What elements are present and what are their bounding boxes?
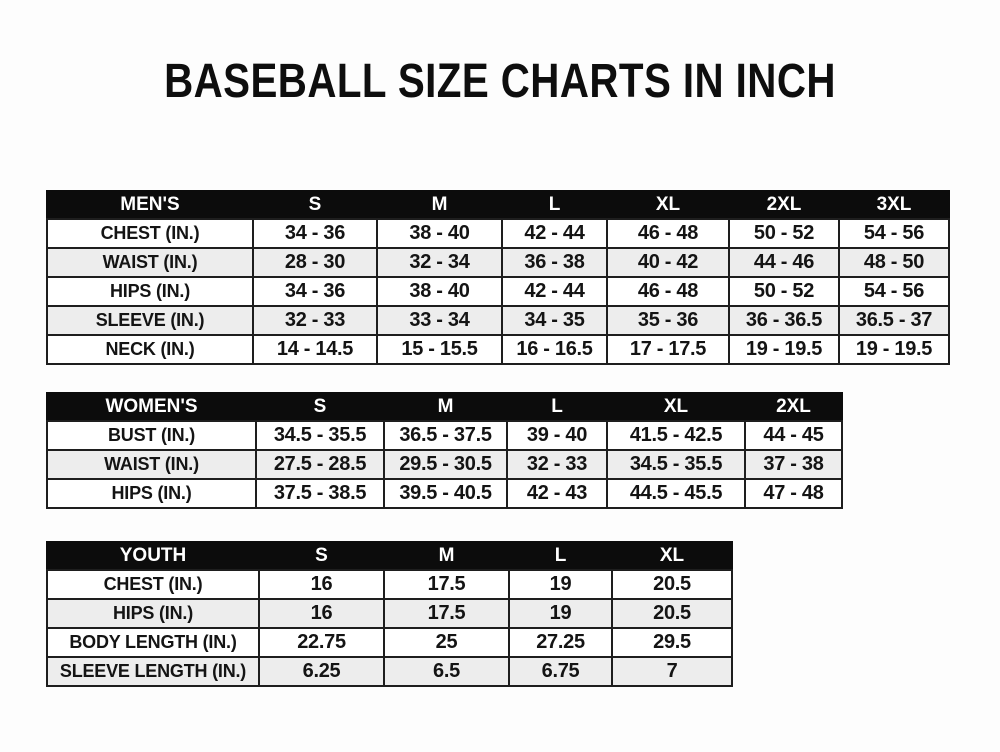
measurement-row (47, 450, 842, 479)
size-value-cell: 35 - 36 (607, 306, 729, 335)
size-value-cell: 17.5 (384, 599, 509, 628)
size-value-cell: 17 - 17.5 (607, 335, 729, 364)
size-value-cell: 22.75 (259, 628, 384, 657)
size-value-cell: 50 - 52 (729, 219, 839, 248)
size-value-cell: 44 - 46 (729, 248, 839, 277)
size-column-header: XL (607, 393, 745, 421)
measurement-row (47, 657, 732, 686)
mens-size-chart-table (46, 190, 950, 365)
tables-area (46, 190, 1000, 687)
measurement-label: WAIST (IN.) (47, 450, 256, 479)
size-value-cell: 19 - 19.5 (729, 335, 839, 364)
size-value-cell: 29.5 - 30.5 (384, 450, 507, 479)
size-value-cell: 27.25 (509, 628, 612, 657)
size-value-cell: 20.5 (612, 570, 732, 599)
size-value-cell: 6.25 (259, 657, 384, 686)
measurement-label: CHEST (IN.) (47, 570, 259, 599)
mens-header-label: MEN'S (47, 191, 253, 219)
size-value-cell: 32 - 33 (253, 306, 377, 335)
size-column-header: S (259, 542, 384, 570)
size-value-cell: 32 - 33 (507, 450, 607, 479)
youth-size-chart-table (46, 541, 733, 687)
measurement-label: NECK (IN.) (47, 335, 253, 364)
size-column-header: 2XL (745, 393, 842, 421)
size-value-cell: 46 - 48 (607, 219, 729, 248)
size-value-cell: 36 - 38 (502, 248, 607, 277)
size-value-cell: 28 - 30 (253, 248, 377, 277)
size-value-cell: 34 - 35 (502, 306, 607, 335)
size-value-cell: 54 - 56 (839, 277, 949, 306)
size-value-cell: 38 - 40 (377, 219, 502, 248)
size-value-cell: 19 (509, 599, 612, 628)
size-value-cell: 39.5 - 40.5 (384, 479, 507, 508)
size-value-cell: 34 - 36 (253, 277, 377, 306)
size-value-cell: 25 (384, 628, 509, 657)
measurement-label: HIPS (IN.) (47, 479, 256, 508)
womens-header-label: WOMEN'S (47, 393, 256, 421)
measurement-label: BUST (IN.) (47, 421, 256, 450)
measurement-row (47, 421, 842, 450)
size-column-header: XL (612, 542, 732, 570)
size-column-header: M (377, 191, 502, 219)
size-column-header: L (502, 191, 607, 219)
size-value-cell: 37 - 38 (745, 450, 842, 479)
size-value-cell: 29.5 (612, 628, 732, 657)
page-title: BASEBALL SIZE CHARTS IN INCH (164, 55, 836, 108)
measurement-row (47, 306, 949, 335)
size-value-cell: 42 - 44 (502, 277, 607, 306)
size-value-cell: 50 - 52 (729, 277, 839, 306)
measurement-label: SLEEVE LENGTH (IN.) (47, 657, 259, 686)
mens-header-row (47, 191, 949, 219)
size-value-cell: 36 - 36.5 (729, 306, 839, 335)
size-value-cell: 48 - 50 (839, 248, 949, 277)
size-value-cell: 15 - 15.5 (377, 335, 502, 364)
size-value-cell: 44 - 45 (745, 421, 842, 450)
size-value-cell: 19 - 19.5 (839, 335, 949, 364)
size-value-cell: 16 (259, 570, 384, 599)
womens-size-chart-table (46, 392, 843, 509)
size-value-cell: 19 (509, 570, 612, 599)
size-value-cell: 17.5 (384, 570, 509, 599)
youth-header-row (47, 542, 732, 570)
measurement-label: WAIST (IN.) (47, 248, 253, 277)
measurement-row (47, 479, 842, 508)
measurement-row (47, 628, 732, 657)
measurement-row (47, 599, 732, 628)
size-value-cell: 44.5 - 45.5 (607, 479, 745, 508)
measurement-label: SLEEVE (IN.) (47, 306, 253, 335)
size-column-header: M (384, 393, 507, 421)
size-value-cell: 20.5 (612, 599, 732, 628)
size-column-header: S (256, 393, 384, 421)
size-column-header: 3XL (839, 191, 949, 219)
measurement-row (47, 570, 732, 599)
size-value-cell: 47 - 48 (745, 479, 842, 508)
size-value-cell: 42 - 43 (507, 479, 607, 508)
size-value-cell: 7 (612, 657, 732, 686)
size-value-cell: 42 - 44 (502, 219, 607, 248)
size-value-cell: 16 (259, 599, 384, 628)
size-value-cell: 32 - 34 (377, 248, 502, 277)
size-value-cell: 16 - 16.5 (502, 335, 607, 364)
size-value-cell: 41.5 - 42.5 (607, 421, 745, 450)
size-value-cell: 46 - 48 (607, 277, 729, 306)
size-column-header: L (509, 542, 612, 570)
youth-header-label: YOUTH (47, 542, 259, 570)
measurement-label: HIPS (IN.) (47, 277, 253, 306)
measurement-label: BODY LENGTH (IN.) (47, 628, 259, 657)
measurement-row (47, 219, 949, 248)
size-value-cell: 34.5 - 35.5 (256, 421, 384, 450)
size-value-cell: 14 - 14.5 (253, 335, 377, 364)
size-value-cell: 38 - 40 (377, 277, 502, 306)
size-value-cell: 40 - 42 (607, 248, 729, 277)
size-column-header: S (253, 191, 377, 219)
womens-header-row (47, 393, 842, 421)
measurement-row (47, 248, 949, 277)
size-value-cell: 34.5 - 35.5 (607, 450, 745, 479)
size-value-cell: 36.5 - 37.5 (384, 421, 507, 450)
measurement-row (47, 277, 949, 306)
size-value-cell: 6.75 (509, 657, 612, 686)
size-column-header: M (384, 542, 509, 570)
size-column-header: 2XL (729, 191, 839, 219)
size-value-cell: 34 - 36 (253, 219, 377, 248)
measurement-label: CHEST (IN.) (47, 219, 253, 248)
size-value-cell: 37.5 - 38.5 (256, 479, 384, 508)
size-value-cell: 39 - 40 (507, 421, 607, 450)
size-value-cell: 36.5 - 37 (839, 306, 949, 335)
measurement-label: HIPS (IN.) (47, 599, 259, 628)
size-column-header: XL (607, 191, 729, 219)
size-value-cell: 33 - 34 (377, 306, 502, 335)
measurement-row (47, 335, 949, 364)
size-value-cell: 27.5 - 28.5 (256, 450, 384, 479)
size-column-header: L (507, 393, 607, 421)
size-value-cell: 6.5 (384, 657, 509, 686)
size-value-cell: 54 - 56 (839, 219, 949, 248)
